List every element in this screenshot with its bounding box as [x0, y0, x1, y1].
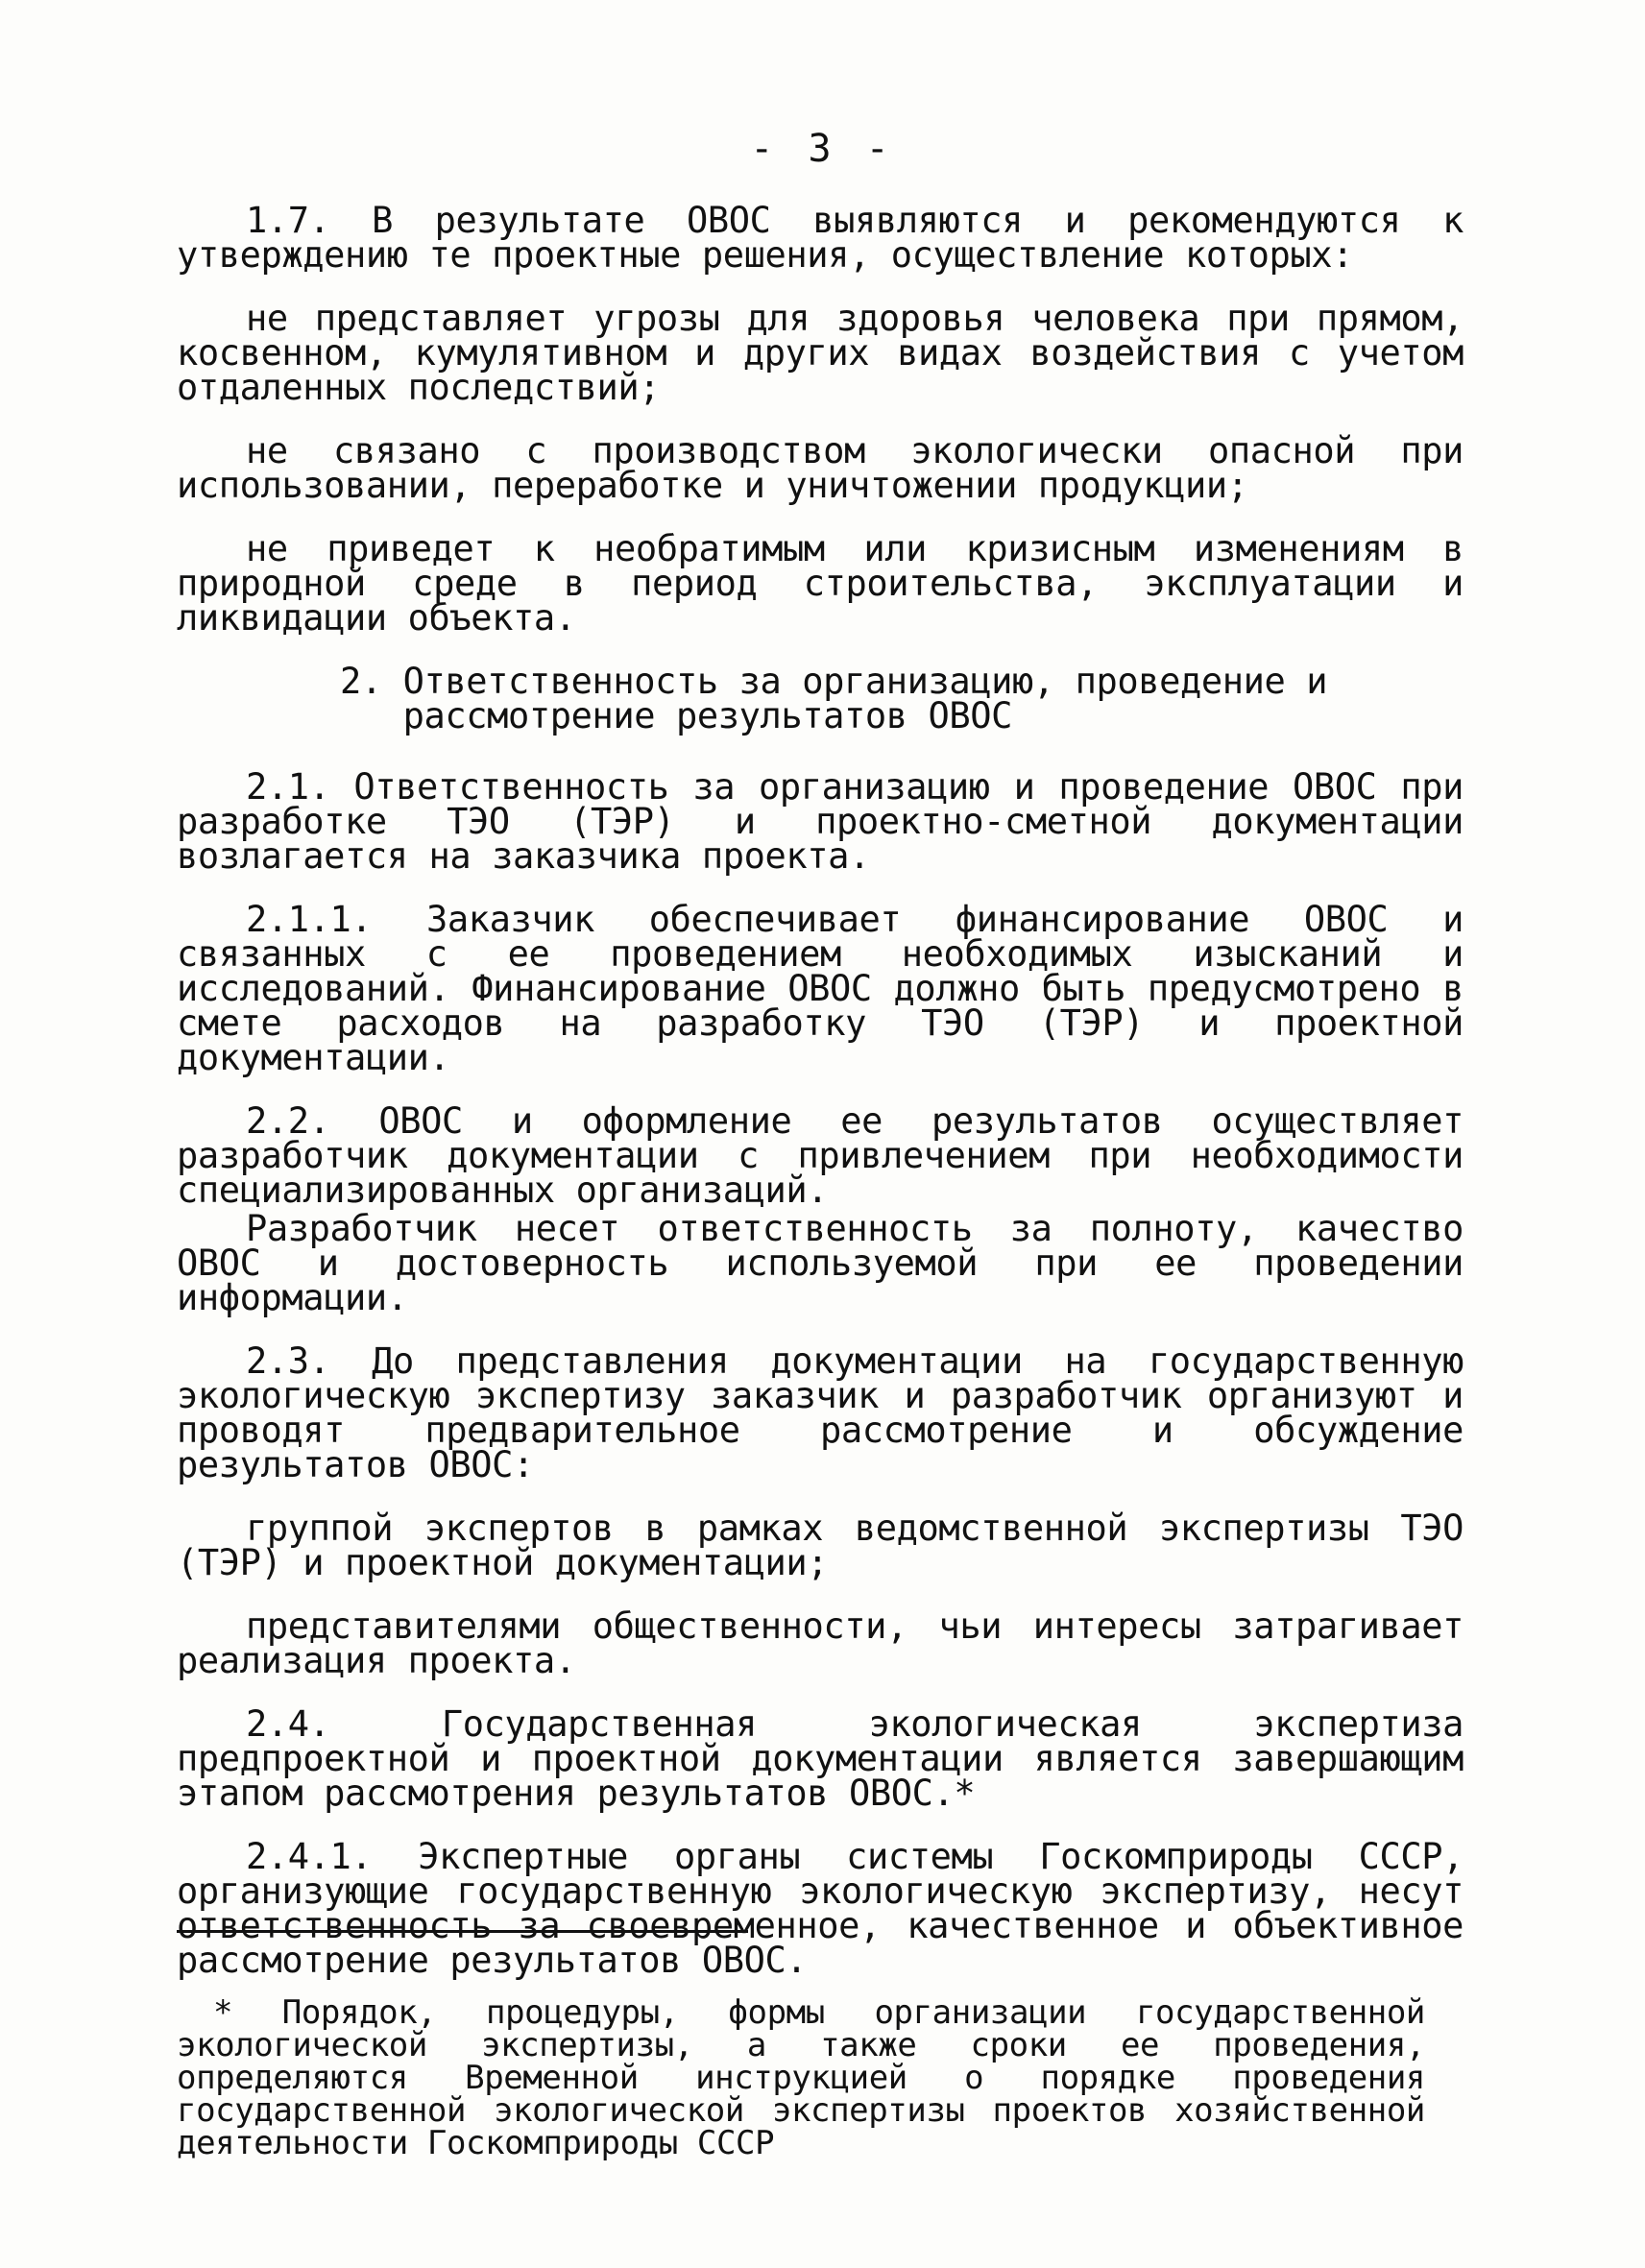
paragraph-2-1-1-text: 2.1.1. Заказчик обеспечивает финансирование ОВОС и связанных с ее проведением необходимых изысканий и исследований. Финансирование ОВОС должно быть предусмотрено в смете расходов на разработку ТЭО (ТЭР) и проектной документации.: [177, 899, 1485, 1078]
paragraph-1-7-item-a: [177, 298, 1485, 408]
paragraph-2-2-continued-text: Разработчик несет ответственность за полноту, качество ОВОС и достоверность используемой при ее проведении информации.: [177, 1208, 1485, 1318]
paragraph-2-3-item-a-text: группой экспертов в рамках ведомственной экспертизы ТЭО (ТЭР) и проектной документации;: [177, 1508, 1485, 1583]
footnote-text: * Порядок, процедуры, формы организации государственной экологической экспертизы, а также сроки ее проведения, определяются Временной инструкцией о порядке проведения государственной экологической экспертизы проектов хозяйственной деятельности Госкомприроды СССР: [177, 1993, 1445, 2162]
paragraph-2-2-continued: [177, 1208, 1485, 1318]
footnote-divider: [177, 1930, 748, 1933]
page-number: - 3 -: [750, 127, 895, 171]
paragraph-1-7-item-c: [177, 528, 1485, 639]
paragraph-2-4: [177, 1703, 1485, 1814]
paragraph-2-2: [177, 1100, 1485, 1211]
paragraph-2-4-1: [177, 1836, 1485, 1981]
paragraph-1-7-item-a-text: не представляет угрозы для здоровья человека при прямом, косвенном, кумулятивном и других видах воздействия с учетом отдаленных последствий;: [177, 298, 1485, 408]
section-2-heading: 2. Ответственность за организацию, проведение и рассмотрение результатов ОВОС: [340, 661, 1328, 736]
paragraph-1-7-item-b: [177, 430, 1485, 506]
paragraph-1-7: [177, 200, 1485, 276]
paragraph-2-1: [177, 766, 1485, 877]
paragraph-2-1-text: 2.1. Ответственность за организацию и проведение ОВОС при разработке ТЭО (ТЭР) и проектно-сметной документации возлагается на заказчика проекта.: [177, 766, 1485, 877]
paragraph-2-4-text: 2.4. Государственная экологическая экспертиза предпроектной и проектной документации является завершающим этапом рассмотрения результатов ОВОС.*: [177, 1703, 1485, 1814]
paragraph-2-3-item-b: [177, 1605, 1485, 1681]
paragraph-2-1-1: [177, 899, 1485, 1078]
paragraph-1-7-item-c-text: не приведет к необратимым или кризисным изменениям в природной среде в период строительства, эксплуатации и ликвидации объекта.: [177, 528, 1485, 639]
document-body: [177, 200, 1485, 2007]
paragraph-1-7-item-b-text: не связано с производством экологически опасной при использовании, переработке и уничтожении продукции;: [177, 430, 1485, 506]
paragraph-1-7-text: 1.7. В результате ОВОС выявляются и рекомендуются к утверждению те проектные решения, осуществление которых:: [177, 200, 1485, 276]
footnote: [177, 1993, 1445, 2162]
paragraph-2-4-1-text: 2.4.1. Экспертные органы системы Госкомприроды СССР, организующие государственную экологическую экспертизу, несут ответственность за своевременное, качественное и объективное рассмотрение результатов ОВОС.: [177, 1836, 1485, 1981]
paragraph-2-3-item-b-text: представителями общественности, чьи интересы затрагивает реализация проекта.: [177, 1605, 1485, 1681]
paragraph-2-3-text: 2.3. До представления документации на государственную экологическую экспертизу заказчик и разработчик организуют и проводят предварительное рассмотрение и обсуждение результатов ОВОС:: [177, 1340, 1485, 1485]
paragraph-2-3: [177, 1340, 1485, 1485]
paragraph-2-2-text: 2.2. ОВОС и оформление ее результатов осуществляет разработчик документации с привлечением при необходимости специализированных организаций.: [177, 1100, 1485, 1211]
paragraph-2-3-item-a: [177, 1508, 1485, 1583]
